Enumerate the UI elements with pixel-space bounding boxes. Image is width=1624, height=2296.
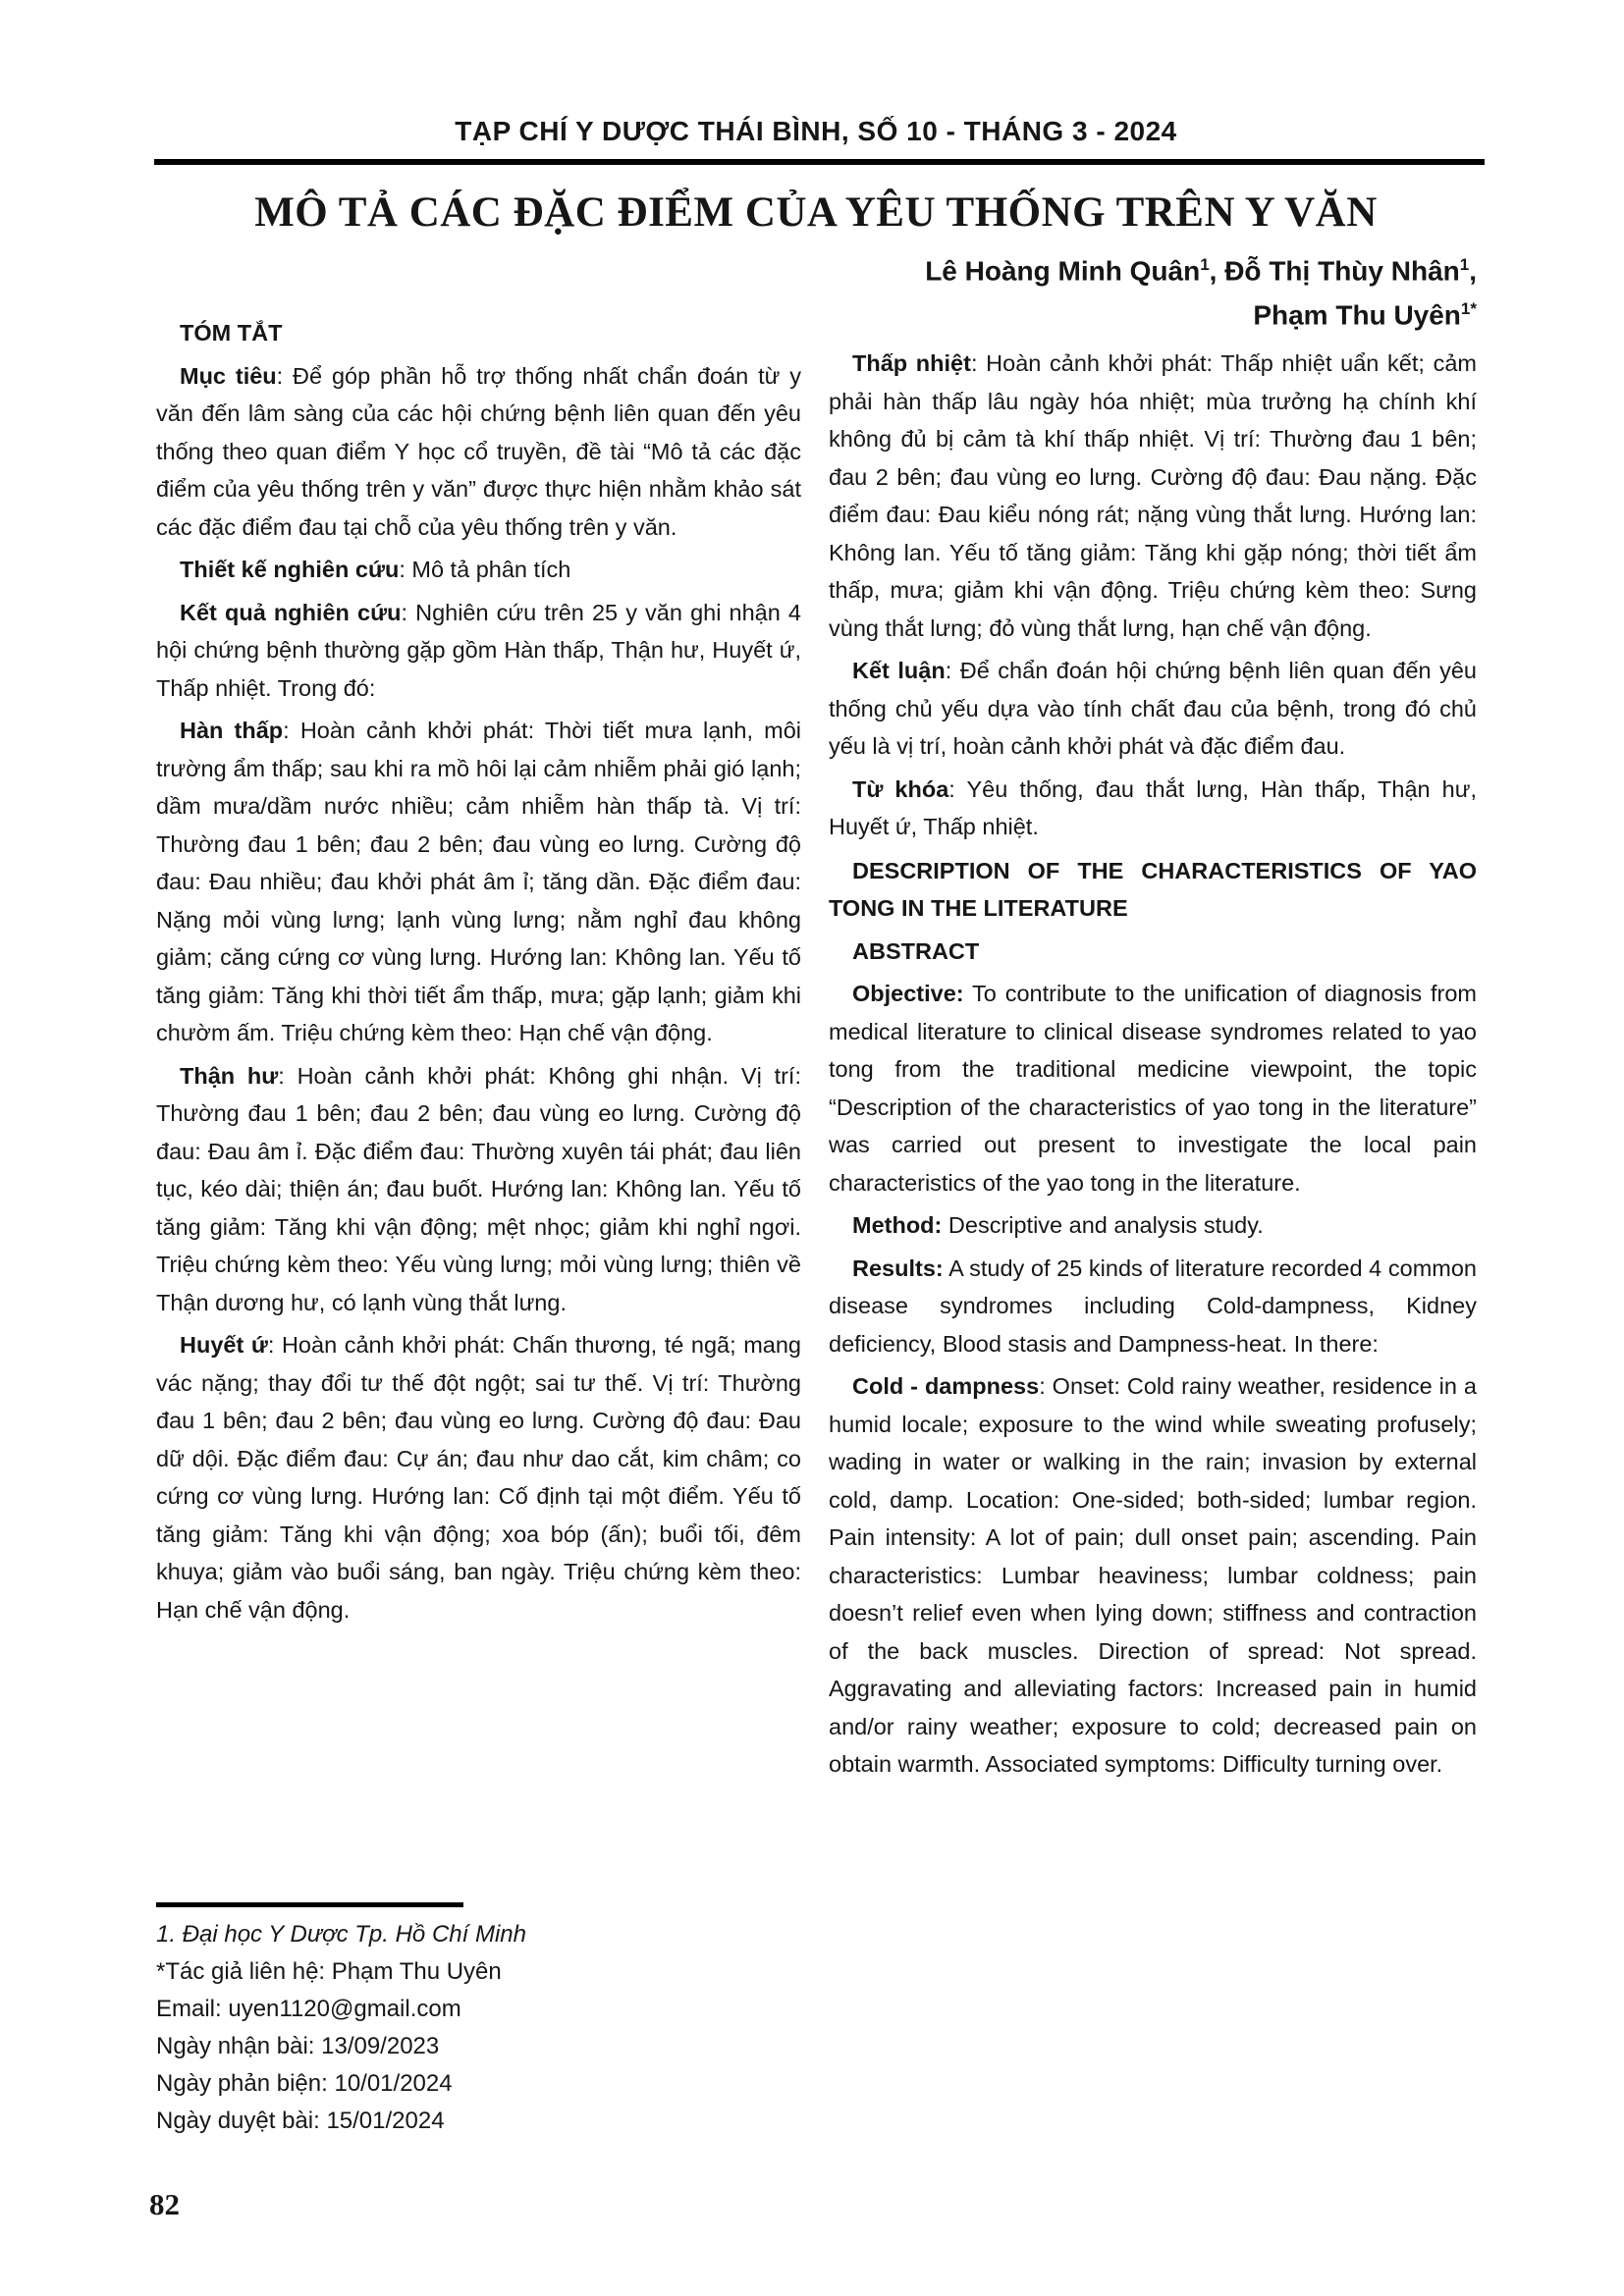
author-affiliation-mark: 1 <box>1200 255 1210 274</box>
two-column-body <box>156 314 1477 1789</box>
paragraph-text: : Để chẩn đoán hội chứng bệnh liên quan đến yêu thống chủ yếu dựa vào tính chất đau của bệnh, trong đó chủ yếu là vị trí, hoàn cảnh khởi phát và đặc điểm đau. <box>829 658 1477 759</box>
paragraph-lead: Thận hư <box>180 1062 279 1089</box>
paragraph-text: : Hoàn cảnh khởi phát: Thời tiết mưa lạnh, môi trường ẩm thấp; sau khi ra mồ hôi lại cảm nhiễm phải gió lạnh; dầm mưa/dầm nước nhiều; cảm nhiễm hàn thấp tà. Vị trí: Thường đau 1 bên; đau 2 bên; đau vùng eo lưng. Cường độ đau: Đau nhiều; đau khởi phát âm ỉ; tăng dần. Đặc điểm đau: Nặng mỏi vùng lưng; lạnh vùng lưng; nằm nghỉ đau không giảm; căng cứng cơ vùng lưng. Hướng lan: Không lan. Yếu tố tăng giảm: Tăng khi thời tiết ẩm thấp, mưa; gặp lạnh; giảm khi chườm ấm. Triệu chứng kèm theo: Hạn chế vận động. <box>156 718 801 1045</box>
paragraph-text: : Hoàn cảnh khởi phát: Chấn thương, té ngã; mang vác nặng; thay đổi tư thế đột ngột; sai tư thế. Vị trí: Thường đau 1 bên; đau 2 bên; đau vùng eo lưng. Cường độ đau: Đau dữ dội. Đặc điểm đau: Cự án; đau như dao cắt, kim châm; co cứng cơ vùng lưng. Hướng lan: Cố định tại một điểm. Yếu tố tăng giảm: Tăng khi vận động; xoa bóp (ấn); buổi tối, đêm khuya; giảm vào buổi sáng, ban ngày. Triệu chứng kèm theo: Hạn chế vận động. <box>156 1332 801 1623</box>
authors-line-separator: , <box>1469 255 1477 287</box>
paragraph-lead: Thấp nhiệt <box>852 350 971 376</box>
paragraph-cold-dampness <box>829 1367 1477 1784</box>
paragraph-text: : Để góp phần hỗ trợ thống nhất chẩn đoán từ y văn đến lâm sàng của các hội chứng bệnh liên quan đến yêu thống theo quan điểm Y học cổ truyền, đề tài “Mô tả các đặc điểm của yêu thống trên y văn” được thực hiện nhằm khảo sát các đặc điểm đau tại chỗ của yêu thống trên y văn. <box>156 362 801 540</box>
footnote-date-received: Ngày nhận bài: 13/09/2023 <box>156 2033 440 2059</box>
paragraph-text: : Nghiên cứu trên 25 y văn ghi nhận 4 hội chứng bệnh thường gặp gồm Hàn thấp, Thận hư, Huyết ứ, Thấp nhiệt. Trong đó: <box>156 599 801 701</box>
author-name: Lê Hoàng Minh Quân <box>925 255 1201 287</box>
author-name: , Đỗ Thị Thùy Nhân <box>1209 255 1460 287</box>
footnote-date-reviewed: Ngày phản biện: 10/01/2024 <box>156 2070 453 2097</box>
abstract-heading-en: ABSTRACT <box>852 937 980 964</box>
english-title: DESCRIPTION OF THE CHARACTERISTICS OF YAO TONG IN THE LITERATURE <box>829 857 1477 921</box>
journal-header-line: TẠP CHÍ Y DƯỢC THÁI BÌNH, SỐ 10 - THÁNG 3 - 2024 <box>455 116 1177 146</box>
paragraph-text: : Hoàn cảnh khởi phát: Không ghi nhận. Vị trí: Thường đau 1 bên; đau 2 bên; đau vùng eo lưng. Cường độ đau: Đau âm ỉ. Đặc điểm đau: Thường xuyên tái phát; đau liên tục, kéo dài; thiện án; đau buốt. Hướng lan: Không lan. Yếu tố tăng giảm: Tăng khi vận động; mệt nhọc; giảm khi nghỉ ngơi. Triệu chứng kèm theo: Yếu vùng lưng; mỏi vùng lưng; thiên về Thận dương hư, có lạnh vùng thắt lưng. <box>156 1062 801 1315</box>
paragraph-lead: Mục tiêu <box>180 362 277 389</box>
paragraph-lead: Objective: <box>852 981 964 1006</box>
paragraph-ket-luan <box>829 652 1477 766</box>
paragraph-lead: Thiết kế nghiên cứu <box>180 557 400 582</box>
footnote-affiliation: 1. Đại học Y Dược Tp. Hồ Chí Minh <box>156 1921 526 1948</box>
paragraph-text: : Hoàn cảnh khởi phát: Thấp nhiệt uẩn kết; cảm phải hàn thấp lâu ngày hóa nhiệt; mùa trưởng hạ chính khí không đủ bị cảm tà khí thấp nhiệt. Vị trí: Thường đau 1 bên; đau 2 bên; đau vùng eo lưng. Cường độ đau: Đau nặng. Đặc điểm đau: Đau kiểu nóng rát; nặng vùng thắt lưng. Hướng lan: Không lan. Yếu tố tăng giảm: Tăng khi gặp nóng; thời tiết ẩm thấp, mưa; giảm khi vận động. Triệu chứng kèm theo: Sưng vùng thắt lưng; đỏ vùng thắt lưng, hạn chế vận động. <box>829 350 1478 641</box>
paragraph-lead: Method: <box>852 1212 943 1238</box>
paragraph-lead: Kết luận <box>852 658 946 683</box>
author-affiliation-mark: 1 <box>1459 255 1470 274</box>
article-title: MÔ TẢ CÁC ĐẶC ĐIỂM CỦA YÊU THỐNG TRÊN Y VĂN <box>254 189 1378 236</box>
footnote-corresponding-author: *Tác giả liên hệ: Phạm Thu Uyên <box>156 1958 502 1985</box>
paragraph-lead: Kết quả nghiên cứu <box>180 599 402 625</box>
paragraph-muc-tieu <box>156 357 801 547</box>
paragraph-method <box>829 1206 1477 1245</box>
footnote-block <box>156 1902 824 2140</box>
footnote-rule <box>156 1902 463 1907</box>
paragraph-than-hu <box>156 1057 801 1322</box>
paragraph-tu-khoa <box>829 771 1477 846</box>
paragraph-lead: Huyết ứ <box>180 1332 268 1358</box>
abstract-heading-vi: TÓM TẮT <box>180 320 283 346</box>
paragraph-thap-nhiet <box>829 345 1477 647</box>
paragraph-han-thap <box>156 712 801 1052</box>
paragraph-lead: Hàn thấp <box>180 718 284 743</box>
paragraph-lead: Results: <box>852 1255 944 1281</box>
author-affiliation-mark: 1* <box>1460 299 1477 319</box>
left-column <box>156 314 801 1789</box>
footnote-date-accepted: Ngày duyệt bài: 15/01/2024 <box>156 2108 445 2134</box>
paragraph-lead: Từ khóa <box>852 775 949 802</box>
paragraph-thiet-ke <box>156 551 801 589</box>
paragraph-lead: Cold - dampness <box>852 1373 1040 1399</box>
paragraph-huyet-u <box>156 1326 801 1629</box>
paragraph-text: A study of 25 kinds of literature recorded 4 common disease syndromes including Cold-dampness, Kidney deficiency, Blood stasis and Dampness-heat. In there: <box>829 1255 1477 1357</box>
page-number: 82 <box>149 2187 180 2221</box>
footnote-email: Email: uyen1120@gmail.com <box>156 1996 461 2022</box>
paragraph-results <box>829 1250 1477 1363</box>
paragraph-text: Descriptive and analysis study. <box>942 1212 1264 1238</box>
paragraph-text: : Onset: Cold rainy weather, residence in a humid locale; exposure to the wind while sweating profusely; wading in water or walking in the rain; invasion by external cold, damp. Location: One-sided; both-sided; lumbar region. Pain intensity: A lot of pain; dull onset pain; ascending. Pain characteristics: Lumbar heaviness; lumbar coldness; pain doesn’t relief even when lying down; stiffness and contraction of the back muscles. Direction of spread: Not spread. Aggravating and alleviating factors: Increased pain in humid and/or rainy weather; exposure to cold; decreased pain on obtain warmth. Associated symptoms: Difficulty turning over. <box>829 1373 1477 1777</box>
right-column <box>829 314 1477 1789</box>
authors-line-1 <box>156 245 1477 290</box>
paragraph-objective <box>829 975 1477 1201</box>
header-rule <box>154 159 1485 165</box>
paragraph-text: : Mô tả phân tích <box>399 557 571 582</box>
paragraph-text: To contribute to the unification of diagnosis from medical literature to clinical disease syndromes related to yao tong from the traditional medicine viewpoint, the topic “Description of the characteristics of yao tong in the literature” was carried out present to investigate the local pain characteristics of the yao tong in the literature. <box>829 981 1477 1196</box>
paragraph-text: : Yêu thống, đau thắt lưng, Hàn thấp, Thận hư, Huyết ứ, Thấp nhiệt. <box>829 775 1478 839</box>
paragraph-ket-qua <box>156 594 801 708</box>
author-name: Phạm Thu Uyên <box>1253 299 1461 331</box>
